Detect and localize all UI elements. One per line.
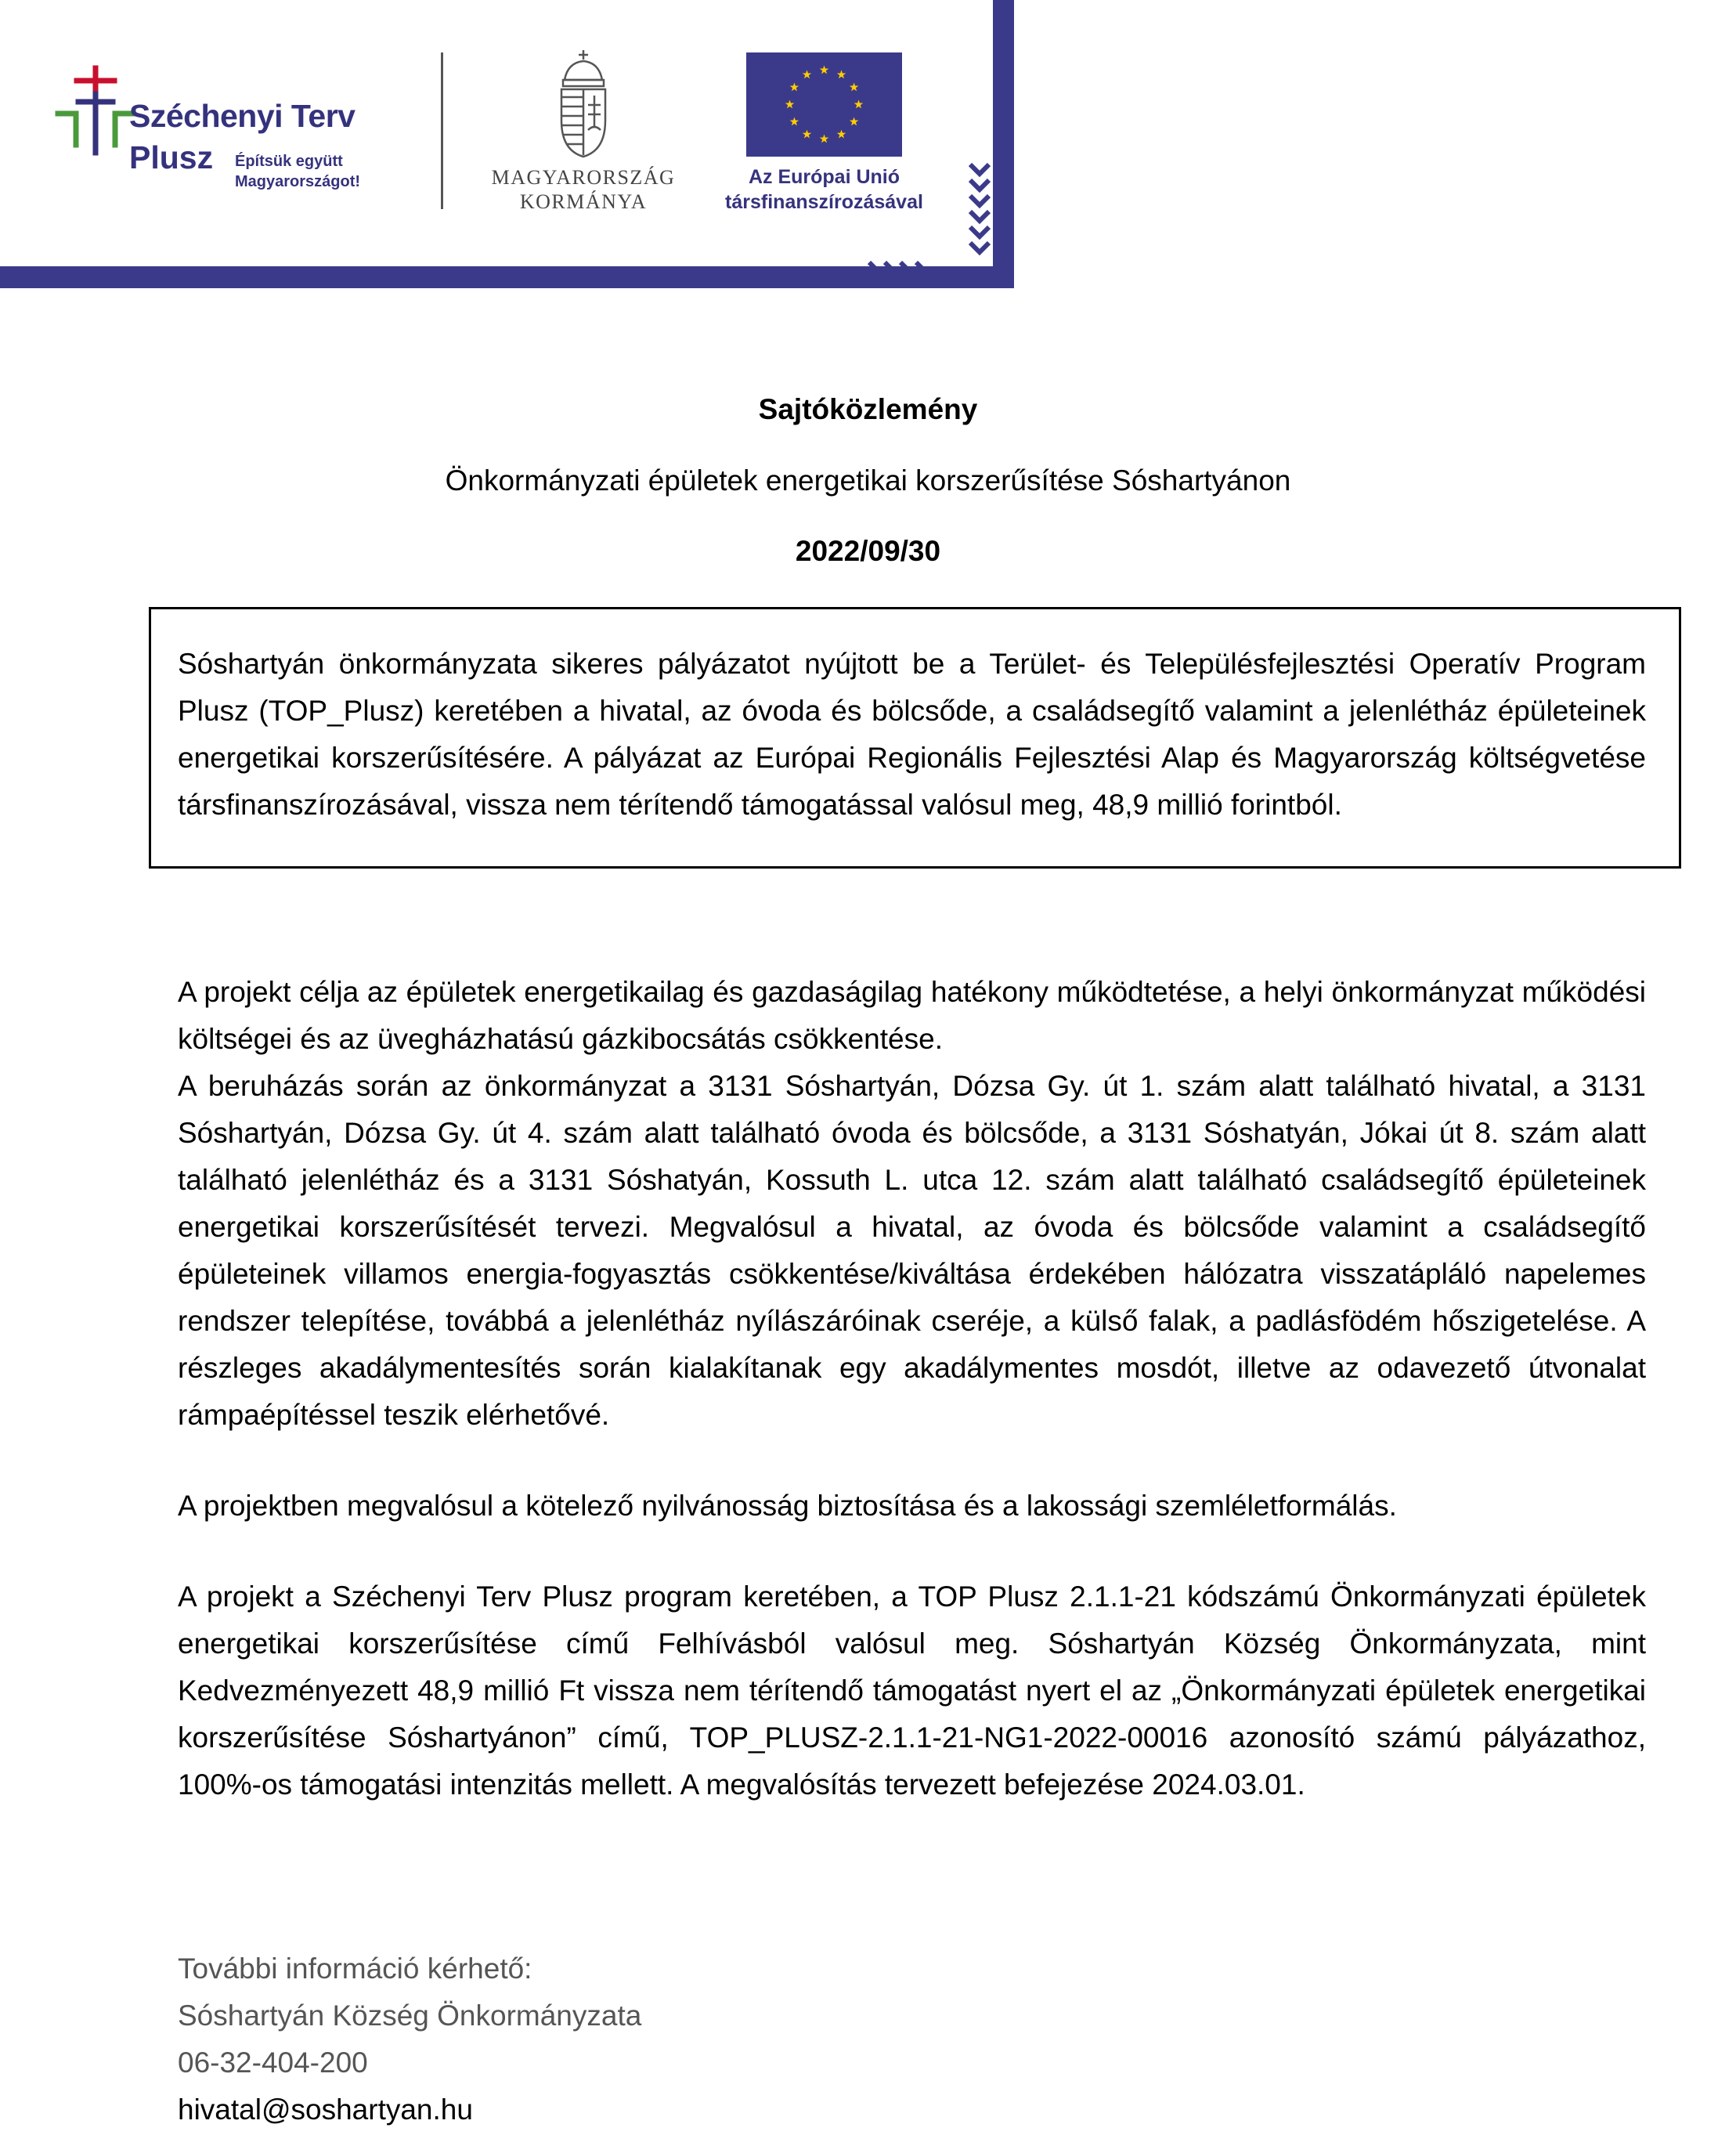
szechenyi-title: Széchenyi Terv [129,98,356,134]
hungarian-coat-of-arms-icon [550,49,616,158]
document-date: 2022/09/30 [795,535,941,567]
paragraph-1a: A projekt célja az épületek energetikailag és gazdaságilag hatékony működtetése, a helyi önkormányzat működési költségei és az üvegházhatású gázkibocsátás csökkentése. [178,976,1646,1055]
contact-phone: 06-32-404-200 [178,2046,368,2079]
contact-email[interactable]: hivatal@soshartyan.hu [178,2093,473,2126]
program-paragraph: A projekt a Széchenyi Terv Plusz program keretében, a TOP Plusz 2.1.1-21 kódszámú Önkormányzati épületek energetikai korszerűsítése című Felhívásból valósul meg. Sóshartyán Község Önkormányzata, mint Kedvezményezett 48,9 millió Ft vissza nem térítendő támogatást nyert el az „Önkormányzati épületek energetikai korszerűsítése Sóshartyánon” című, TOP_PLUSZ-2.1.1-21-NG1-2022-00016 azonosító számú pályázathoz, 100%-os támogatási intenzitás mellett. A megvalósítás tervezett befejezése 2024.03.01. [178,1580,1646,1801]
publicity-paragraph: A projektben megvalósul a kötelező nyilvánosság biztosítása és a lakossági szemléletformálás. [178,1490,1397,1522]
szechenyi-plusz: Plusz [129,139,214,175]
contact-organization: Sóshartyán Község Önkormányzata [178,1999,642,2032]
summary-paragraph: Sóshartyán önkormányzata sikeres pályázatot nyújtott be a Terület- és Településfejlesztési Operatív Program Plusz (TOP_Plusz) keretében a hivatal, az óvoda és bölcsőde, a családsegítő valamint a jelenlétház épületeinek energetikai korszerűsítésére. A pályázat az Európai Regionális Fejlesztési Alap és Magyarország költségvetése társfinanszírozásával, vissza nem térítendő támogatással valósul meg, 48,9 millió forintból. [178,648,1646,821]
gov-line-1: MAGYARORSZÁG [491,166,676,189]
logo-divider [441,52,443,209]
chevron-down-icon [968,161,991,262]
contact-block [178,1945,641,2133]
szechenyi-slogan [235,151,360,192]
slogan-line-2: Magyarországot! [235,173,361,190]
header-banner [0,0,1018,291]
eu-line-1: Az Európai Unió [748,166,900,188]
eu-cofinancing-label [705,164,944,215]
project-goal-paragraph [178,969,1646,1439]
chevron-right-icon [865,258,967,290]
banner-right-bar [993,0,1014,288]
document-subtitle: Önkormányzati épületek energetikai korszerűsítése Sóshartyánon [445,464,1291,497]
eu-line-2: társfinanszírozásával [725,191,923,213]
document-title: Sajtóközlemény [758,393,978,425]
banner-bottom-bar [0,266,1014,288]
gov-line-2: KORMÁNYA [519,190,648,213]
eu-flag-icon [746,52,902,157]
paragraph-1b: A beruházás során az önkormányzat a 3131 Sóshartyán, Dózsa Gy. út 1. szám alatt található hivatal, a 3131 Sóshartyán, Dózsa Gy. út 4. szám alatt található óvoda és bölcsőde, a 3131 Sóshatyán, Jókai út 8. szám alatt található jelenlétház és a 3131 Sóshatyán, Kossuth L. utca 12. szám alatt található családsegítő épületeinek energetikai korszerűsítését tervezi. Megvalósul a hivatal, az óvoda és bölcsőde valamint a családsegítő épületeinek villamos energia-fogyasztás csökkentése/kiváltása érdekében hálózatra visszatápláló napelemes rendszer telepítése, továbbá a jelenlétház nyílászáróinak cseréje, a külső falak, a padlásfödém hőszigetelése. A részleges akadálymentesítés során kialakítanak egy akadálymentes mosdót, illetve az odavezető útvonalat rámpaépítéssel teszik elérhetővé. [178,1070,1646,1431]
contact-heading: További információ kérhető: [178,1953,532,1985]
government-label [470,165,697,214]
slogan-line-1: Építsük együtt [235,153,343,170]
